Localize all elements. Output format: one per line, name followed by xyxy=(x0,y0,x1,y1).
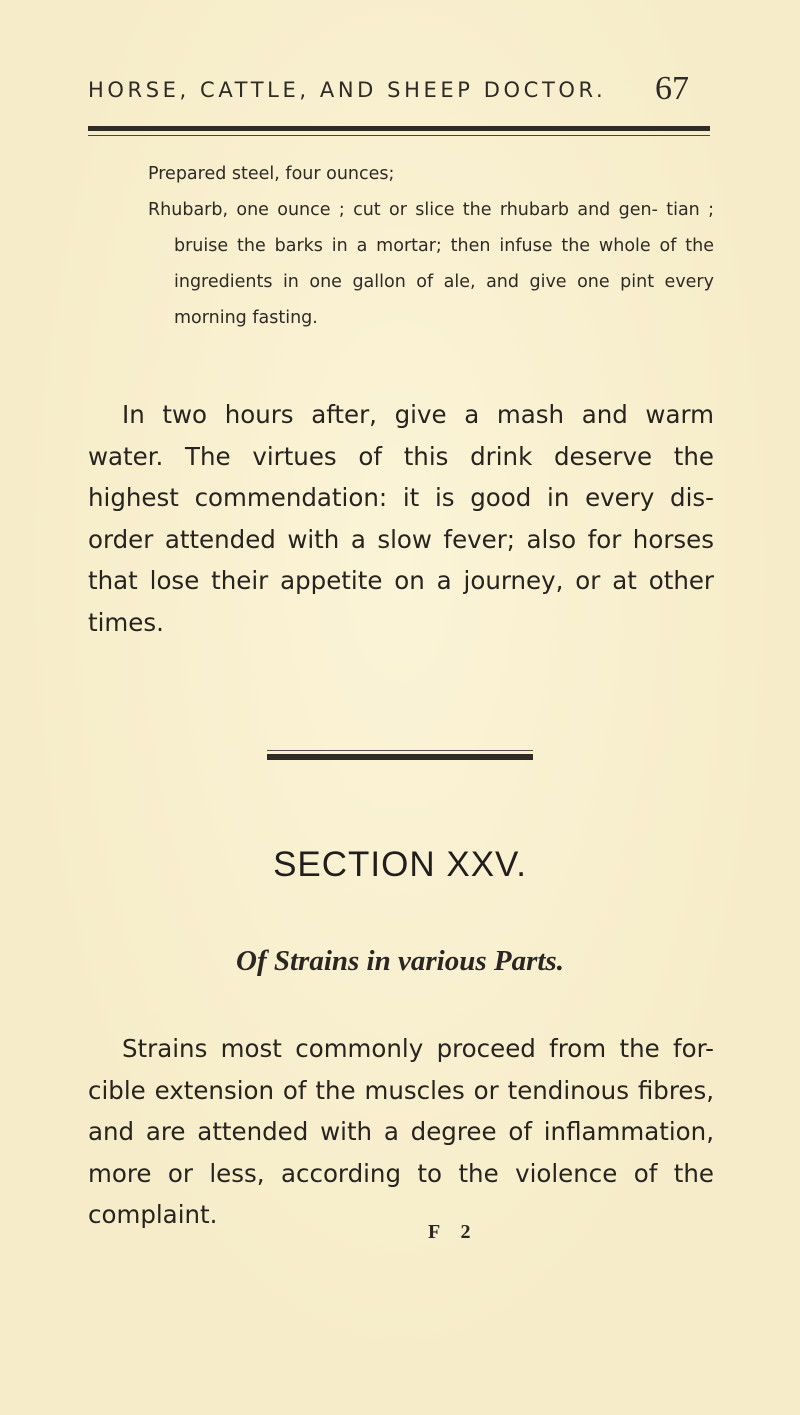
section-title: SECTION XXV. xyxy=(273,845,527,884)
recipe-block xyxy=(148,156,714,336)
section-rule xyxy=(267,754,533,760)
paragraph-mash-text: In two hours after, give a mash and warm water. The virtues of this drink deserve the highest commendation: it is good in every dis- order attended with a slow fever; also for horses that lose their appetite on a journey, or at other times. xyxy=(88,400,714,637)
page-number: 67 xyxy=(655,70,689,107)
running-head: HORSE, CATTLE, AND SHEEP DOCTOR. xyxy=(88,78,607,102)
recipe-line-rhubarb: Rhubarb, one ounce ; cut or slice the rhubarb and gen- tian ; bruise the barks in a mortar; then infuse the whole of the ingredients in one gallon of ale, and give one pint every morning fasting. xyxy=(148,200,714,328)
section-rule-thin xyxy=(267,750,533,751)
section-subtitle: Of Strains in various Parts. xyxy=(236,945,564,977)
paragraph-strains-text: Strains most commonly proceed from the for- cible extension of the muscles or tendinous fibres, and are attended with a degree of inflammation, more or less, according to the violence of the complaint. xyxy=(88,1034,714,1230)
paragraph-strains xyxy=(88,1028,714,1236)
paragraph-mash xyxy=(88,394,714,644)
header-rule xyxy=(88,126,710,131)
signature-mark: F 2 xyxy=(428,1221,479,1243)
header-rule-thin xyxy=(88,135,710,136)
recipe-line-steel: Prepared steel, four ounces; xyxy=(148,164,395,184)
